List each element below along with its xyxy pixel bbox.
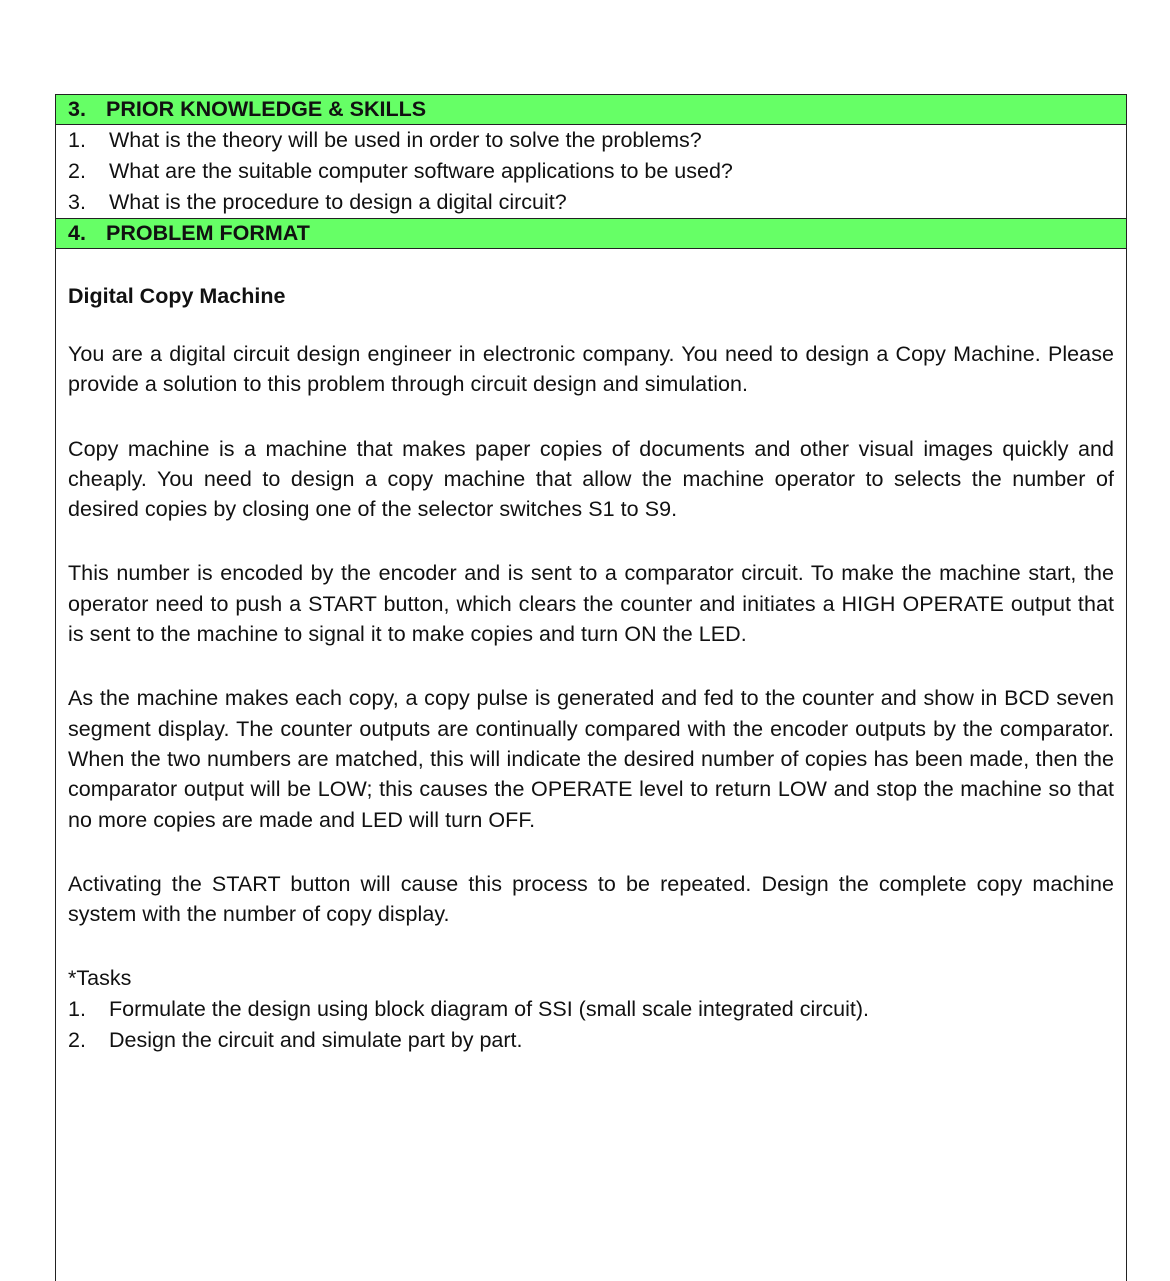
paragraph: Activating the START button will cause this process to be repeated. Design the complete copy machine system with the number of copy display. [68,871,1114,927]
document-title: Digital Copy Machine [68,284,286,308]
list-item [56,156,1126,187]
list-item [56,187,1126,218]
paragraph: As the machine makes each copy, a copy pulse is generated and fed to the counter and show in BCD seven segment display. The counter outputs are continually compared with the encoder outputs by the comparator. When the two numbers are matched, this will indicate the desired number of copies has been made, then the comparator output will be LOW; this causes the OPERATE level to return LOW and stop the machine so that no more copies are made and LED will turn OFF. [68,686,1114,832]
section-number: 3. [68,97,86,121]
list-item-text: What is the procedure to design a digital circuit? [109,190,567,214]
paragraph: Copy machine is a machine that makes paper copies of documents and other visual images quickly and cheaply. You need to design a copy machine that allow the machine operator to selects the number of desired copies by closing one of the selector switches S1 to S9. [68,436,1114,522]
section-title: PRIOR KNOWLEDGE & SKILLS [106,97,427,121]
list-item-number: 3. [68,190,86,214]
list-item-text: What is the theory will be used in order to solve the problems? [109,128,702,152]
section-title: PROBLEM FORMAT [106,221,310,245]
paragraph: You are a digital circuit design engineer in electronic company. You need to design a Copy Machine. Please provide a solution to this problem through circuit design and simulation. [68,342,1114,397]
list-item-number: 2. [68,159,86,183]
tasks-label: *Tasks [68,966,132,991]
task-number: 2. [68,1027,86,1052]
section-header-prior-knowledge [56,94,1126,125]
paragraph: This number is encoded by the encoder and is sent to a comparator circuit. To make the machine start, the operator need to push a START button, which clears the counter and initiates a HIGH OPERATE output that is sent to the machine to signal it to make copies and turn ON the LED. [68,561,1114,647]
task-text: Formulate the design using block diagram of SSI (small scale integrated circuit). [109,996,870,1021]
document-table [55,94,1127,1281]
list-item-number: 1. [68,128,86,152]
task-number: 1. [68,996,86,1021]
section-header-problem-format [56,218,1126,249]
task-text: Design the circuit and simulate part by part. [109,1027,523,1052]
task-item [68,994,1114,1025]
problem-content [56,281,1126,1281]
section-number: 4. [68,221,86,245]
task-item [68,1025,1114,1056]
list-item [56,125,1126,156]
list-item-text: What are the suitable computer software applications to be used? [109,159,733,183]
